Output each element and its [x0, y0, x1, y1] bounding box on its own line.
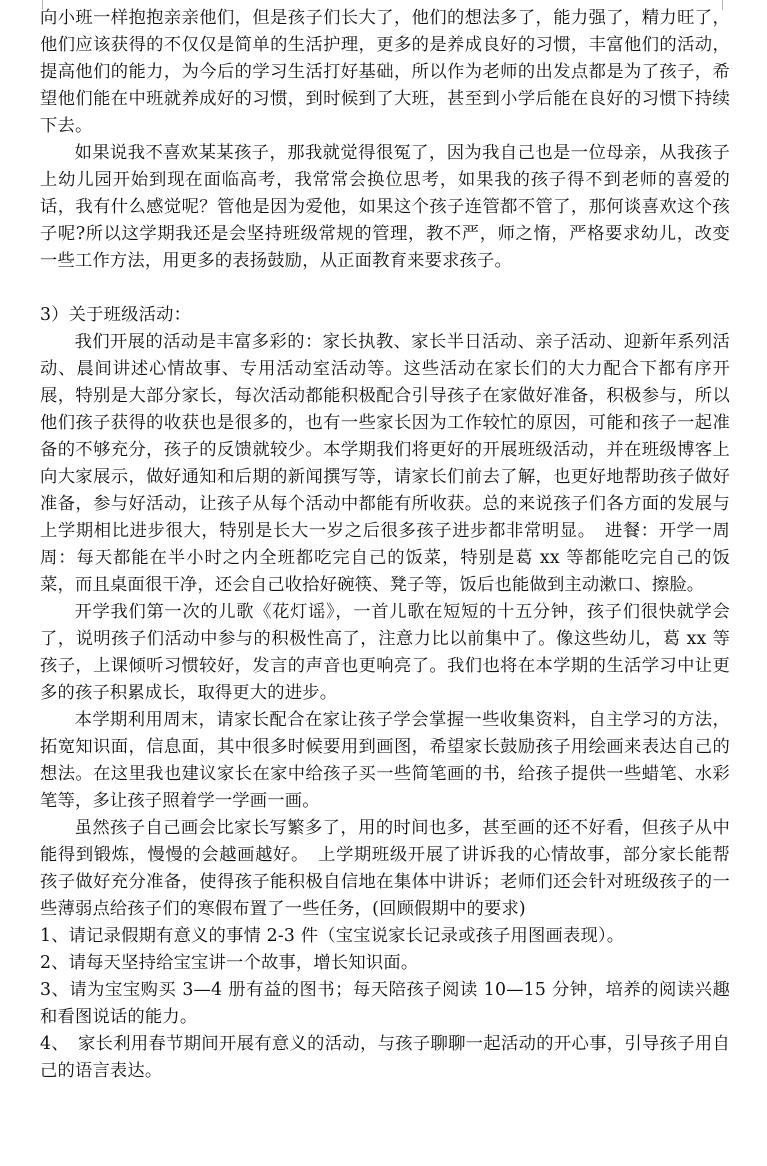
paragraph-drawing: 虽然孩子自己画会比家长写繁多了，用的时间也多，甚至画的还不好看，但孩子从中能得到锻炼，慢慢的会越画越好。 上学期班级开展了讲诉我的心情故事，部分家长能帮孩子做好充分准备，使得孩子能积极自信地在集体中讲诉；老师们还会针对班级孩子的一些薄弱点给孩子们的寒假布置了一些任务，(回顾假期中的要求): [40, 818, 730, 919]
section-heading-class-activities: 3）关于班级活动：: [40, 305, 192, 325]
paragraph-habits: 向小班一样抱抱亲亲他们，但是孩子们长大了，他们的想法多了，能力强了，精力旺了，他们应该获得的不仅仅是简单的生活护理，更多的是养成良好的习惯，丰富他们的活动，提高他们的能力，为今后的学习生活打好基础，所以作为老师的出发点都是为了孩子，希望他们能在中班就养成好的习惯，到时候到了大班，甚至到小学后能在良好的习惯下持续下去。: [40, 8, 730, 136]
list-item-1: 1、请记录假期有意义的事情 2-3 件（宝宝说家长记录或孩子用图画表现）。: [40, 926, 625, 946]
paragraph-activities: 我们开展的活动是丰富多彩的：家长执教、家长半日活动、亲子活动、迎新年系列活动、晨间讲述心情故事、专用活动室活动等。这些活动在家长们的大力配合下都有序开展，特别是大部分家长，每次活动都能积极配合引导孩子在家做好准备，积极参与，所以他们孩子获得的收获也是很多的，也有一些家长因为工作较忙的原因，可能和孩子一起准备的不够充分，孩子的反馈就较少。本学期我们将更好的开展班级活动，并在班级博客上向大家展示，做好通知和后期的新闻撰写等，请家长们前去了解，也更好地帮助孩子做好准备，参与好活动，让孩子从每个活动中都能有所收获。总的来说孩子们各方面的发展与上学期相比进步很大，特别是长大一岁之后很多孩子进步都非常明显。 进餐：开学一周周：每天都能在半小时之内全班都吃完自己的饭菜，特别是葛 xx 等都能吃完自己的饭菜，而且桌面很干净，还会自己收拾好碗筷、凳子等，饭后也能做到主动漱口、擦脸。: [40, 332, 730, 595]
list-item-3: 3、请为宝宝购买 3—4 册有益的图书；每天陪孩子阅读 10—15 分钟，培养的阅读兴趣和看图说话的能力。: [40, 980, 730, 1027]
document-body: [40, 5, 730, 1085]
paragraph-weekend-learning: 本学期利用周末，请家长配合在家让孩子学会掌握一些收集资料，自主学习的方法，拓宽知识面，信息面，其中很多时候要用到画图，希望家长鼓励孩子用绘画来表达自己的想法。在这里我也建议家长在家中给孩子买一些简笔画的书，给孩子提供一些蜡笔、水彩笔等，多让孩子照着学一学画一画。: [40, 710, 730, 811]
list-item-2: 2、请每天坚持给宝宝讲一个故事，增长知识面。: [40, 953, 419, 973]
list-item-4: 4、 家长利用春节期间开展有意义的活动，与孩子聊聊一起活动的开心事，引导孩子用自己的语言表达。: [40, 1034, 730, 1081]
paragraph-mother: 如果说我不喜欢某某孩子，那我就觉得很冤了，因为我自己也是一位母亲，从我孩子上幼儿园开始到现在面临高考，我常常会换位思考，如果我的孩子得不到老师的喜爱的话，我有什么感觉呢？管他是因为爱他，如果这个孩子连管都不管了，那何谈喜欢这个孩子呢?所以这学期我还是会坚持班级常规的管理，教不严，师之惰，严格要求幼儿，改变一些工作方法，用更多的表扬鼓励，从正面教育来要求孩子。: [40, 143, 730, 271]
paragraph-nursery-rhyme: 开学我们第一次的儿歌《花灯谣》，一首儿歌在短短的十五分钟，孩子们很快就学会了，说明孩子们活动中参与的积极性高了，注意力比以前集中了。像这些幼儿，葛 xx 等孩子，上课倾听习惯较好，发言的声音也更响亮了。我们也将在本学期的生活学习中让更多的孩子积累成长，取得更大的进步。: [40, 602, 730, 703]
paragraph-gap: [40, 275, 730, 302]
